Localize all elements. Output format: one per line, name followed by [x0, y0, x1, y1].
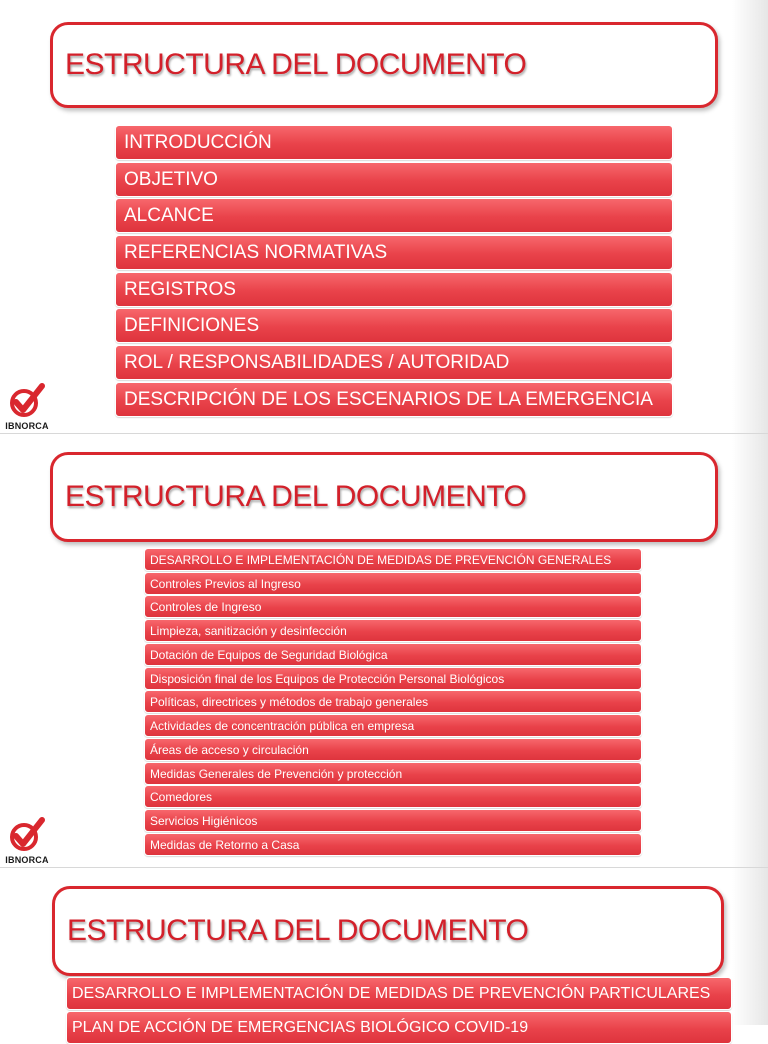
list-item: INTRODUCCIÓN — [115, 125, 673, 160]
logo-text: IBNORCA — [5, 421, 49, 431]
list-item: DEFINICIONES — [115, 308, 673, 343]
list-item: REGISTROS — [115, 272, 673, 307]
list-item: Limpieza, sanitización y desinfección — [144, 619, 642, 642]
list-item: Áreas de acceso y circulación — [144, 738, 642, 761]
list-item: ROL / RESPONSABILIDADES / AUTORIDAD — [115, 345, 673, 380]
list-item: Dotación de Equipos de Seguridad Biológica — [144, 643, 642, 666]
list-item: PLAN DE ACCIÓN DE EMERGENCIAS BIOLÓGICO COVID-19 — [66, 1011, 732, 1044]
list-item: Medidas Generales de Prevención y protección — [144, 762, 642, 785]
checkmark-logo-icon — [8, 817, 46, 853]
list-item: DESARROLLO E IMPLEMENTACIÓN DE MEDIDAS DE PREVENCIÓN GENERALES — [144, 548, 642, 571]
list-item: Medidas de Retorno a Casa — [144, 833, 642, 856]
checkmark-logo-icon — [8, 383, 46, 419]
ibnorca-logo — [4, 383, 50, 433]
list-item: Controles Previos al Ingreso — [144, 572, 642, 595]
list-item: DESARROLLO E IMPLEMENTACIÓN DE MEDIDAS DE PREVENCIÓN PARTICULARES — [66, 977, 732, 1010]
list-item: Actividades de concentración pública en empresa — [144, 714, 642, 737]
logo-text: IBNORCA — [5, 855, 49, 865]
list-item: Políticas, directrices y métodos de trabajo generales — [144, 690, 642, 713]
content-list — [115, 125, 673, 417]
list-item: Controles de Ingreso — [144, 595, 642, 618]
slide-title-box — [50, 22, 718, 108]
list-item: DESCRIPCIÓN DE LOS ESCENARIOS DE LA EMERGENCIA — [115, 382, 673, 417]
slide-title-box — [52, 886, 724, 976]
content-list — [144, 548, 642, 856]
list-item: Servicios Higiénicos — [144, 809, 642, 832]
slide-1 — [0, 0, 768, 433]
slide-title: ESTRUCTURA DEL DOCUMENTO — [65, 480, 527, 513]
slide-title: ESTRUCTURA DEL DOCUMENTO — [67, 914, 529, 947]
list-item: OBJETIVO — [115, 162, 673, 197]
slide-title: ESTRUCTURA DEL DOCUMENTO — [65, 48, 527, 81]
list-item: Disposición final de los Equipos de Protección Personal Biológicos — [144, 667, 642, 690]
slide-3 — [0, 867, 768, 1036]
list-item: REFERENCIAS NORMATIVAS — [115, 235, 673, 270]
slide-title-box — [50, 452, 718, 542]
ibnorca-logo — [4, 817, 50, 867]
list-item: Comedores — [144, 785, 642, 808]
list-item: ALCANCE — [115, 198, 673, 233]
slide-2 — [0, 433, 768, 868]
content-list — [66, 977, 732, 1037]
